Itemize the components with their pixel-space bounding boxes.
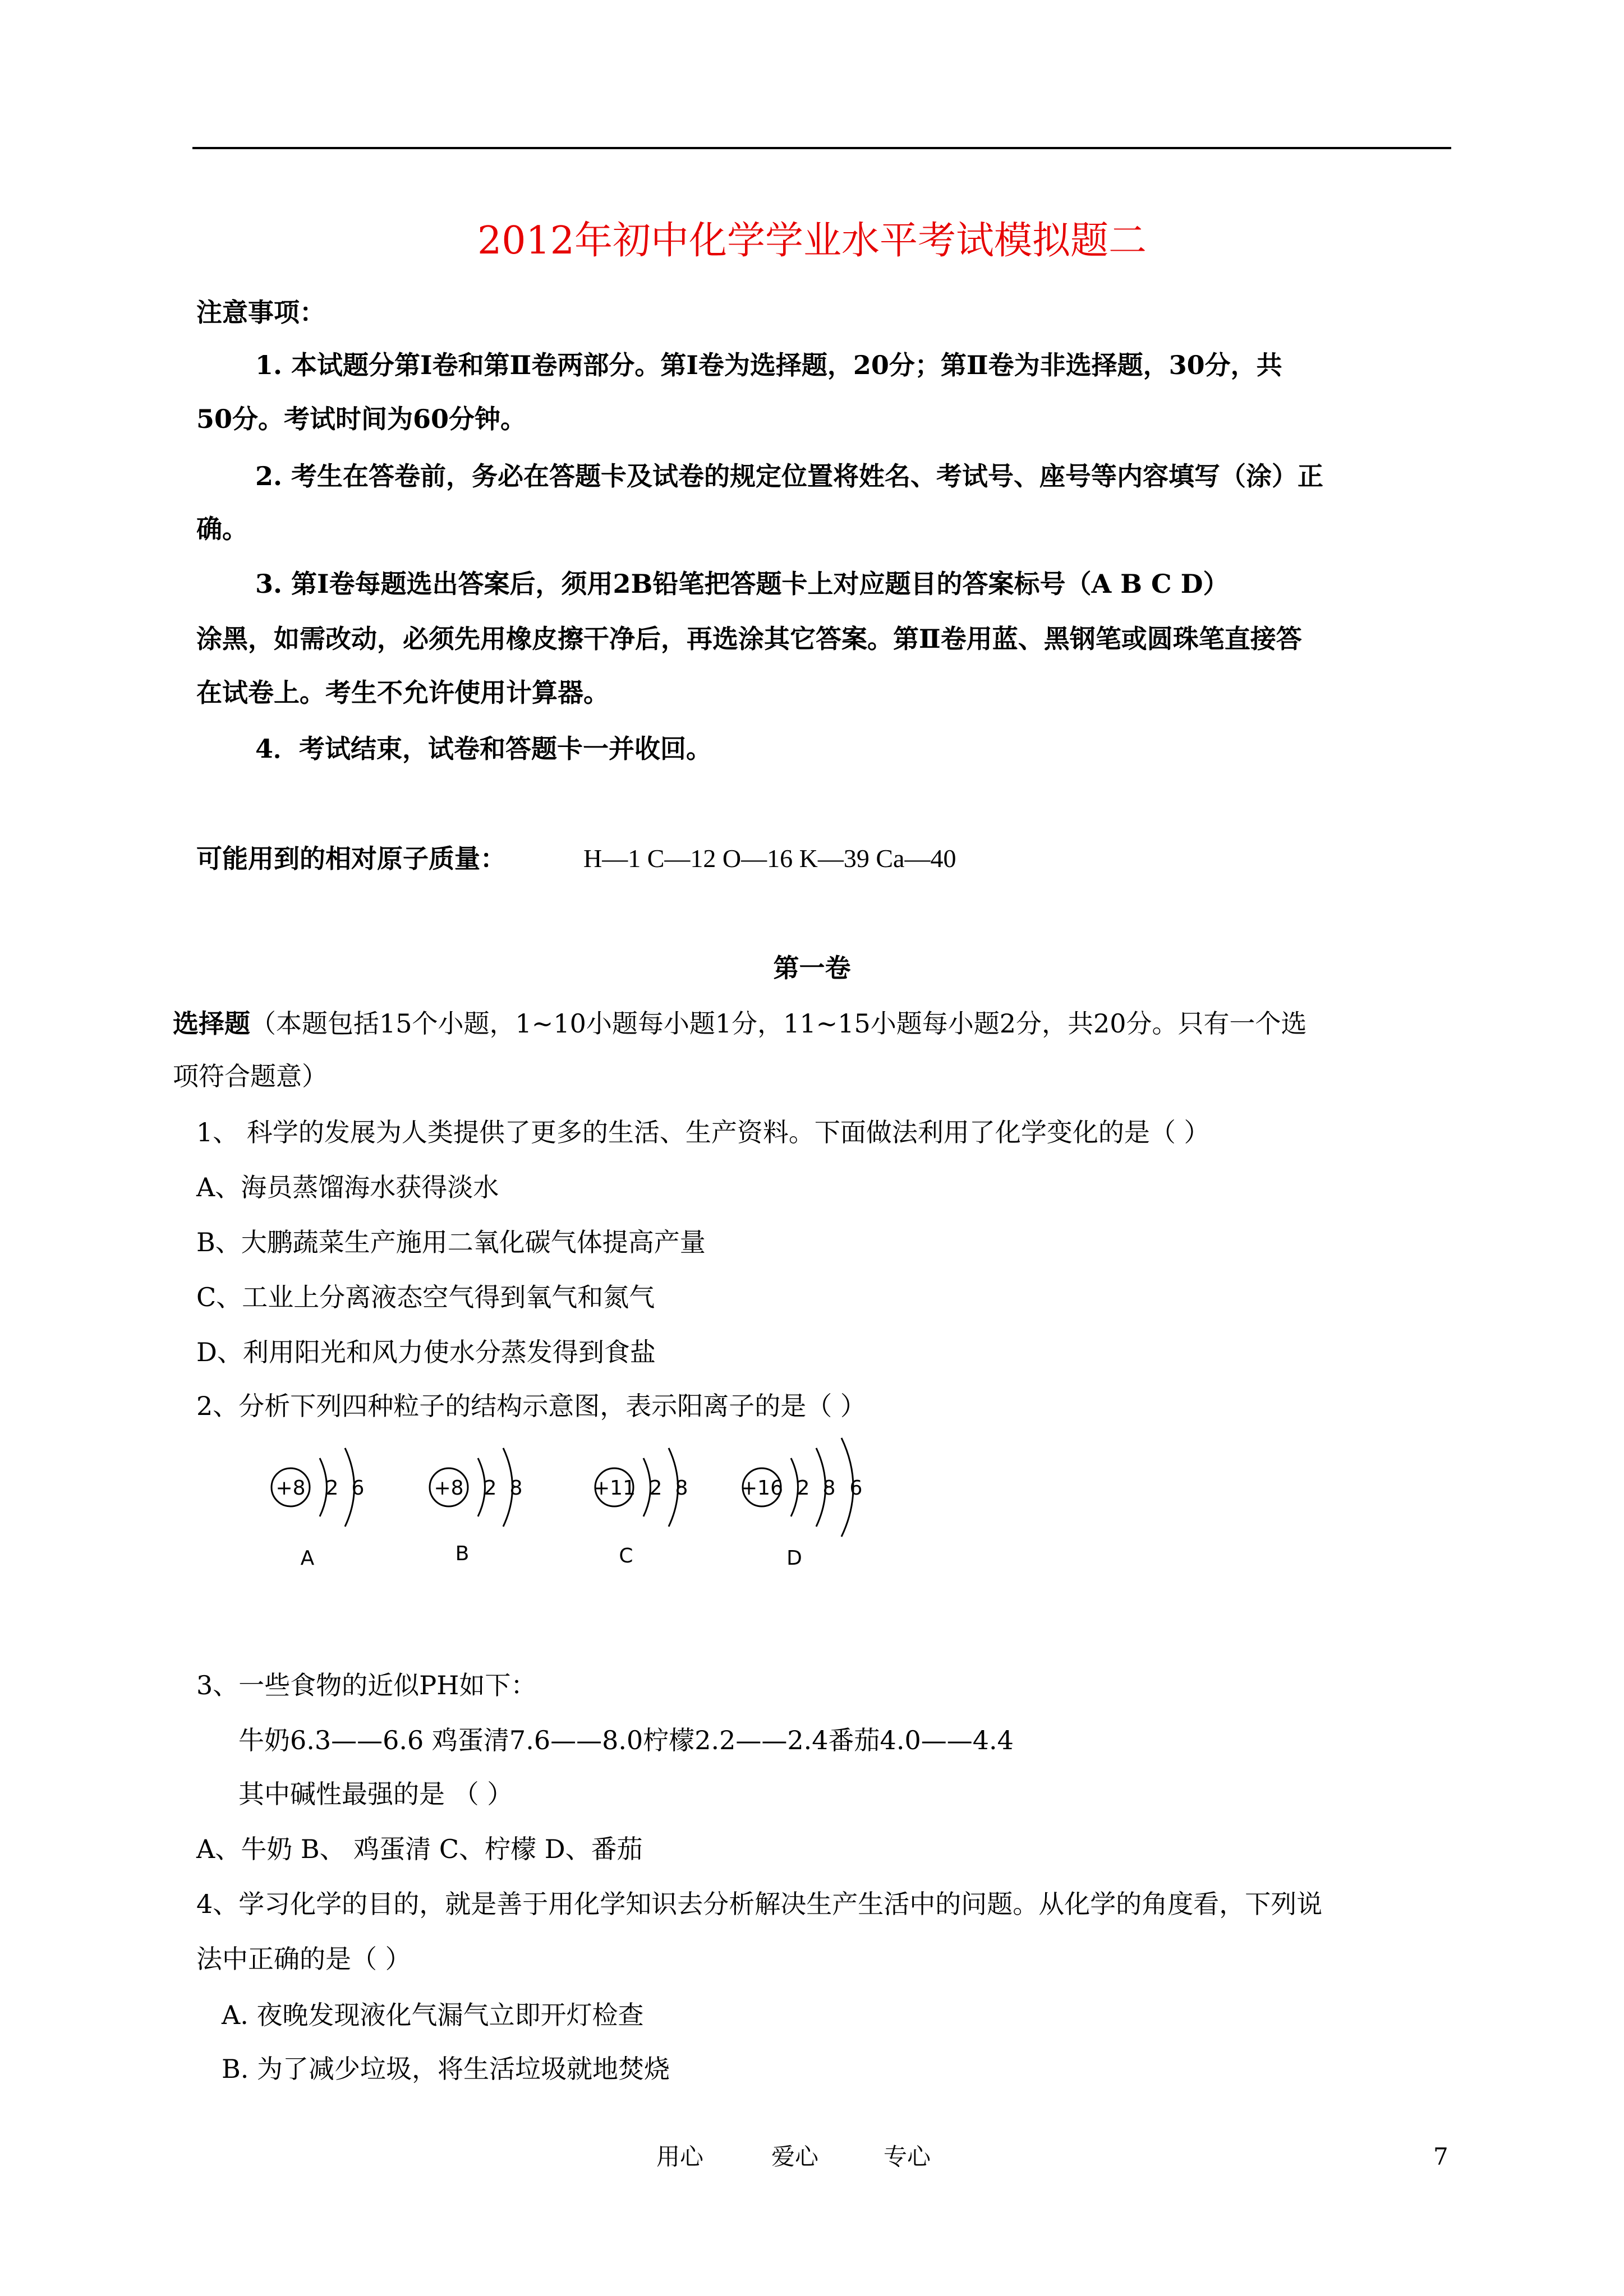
particle-c: [593, 1448, 688, 1567]
particle-d-nucleus: +16: [740, 1477, 783, 1500]
page-number: 7: [1433, 2143, 1448, 2170]
particle-a-label: A: [300, 1547, 315, 1570]
q4-option-a: A. 夜晚发现液化气漏气立即开灯检查: [222, 2000, 644, 2030]
notes-line: 1. 本试题分第Ⅰ卷和第Ⅱ卷两部分。第Ⅰ卷为选择题，20分；第Ⅱ卷为非选择题，30分，共: [255, 350, 1282, 380]
particle-b: [430, 1448, 522, 1565]
particle-a: [272, 1448, 364, 1570]
notes-line: 50分。考试时间为60分钟。: [196, 404, 527, 434]
q2-stem: 2、分析下列四种粒子的结构示意图，表示阳离子的是（ ）: [196, 1391, 866, 1421]
particle-a-shell-1: 2: [325, 1477, 339, 1500]
particle-d-shell-2: 8: [822, 1477, 836, 1500]
particle-c-nucleus: +11: [593, 1477, 636, 1500]
notes-line: 4．考试结束，试卷和答题卡一并收回。: [255, 734, 712, 764]
notes-line: 在试卷上。考生不允许使用计算器。: [196, 677, 609, 708]
particle-b-label: B: [455, 1542, 470, 1565]
particle-a-shell-2: 6: [351, 1477, 365, 1500]
q3-stem: 3、一些食物的近似PH如下：: [196, 1670, 537, 1700]
particle-c-shell-1: 2: [649, 1477, 663, 1500]
particle-c-label: C: [619, 1545, 633, 1567]
footer-item: 爱心: [771, 2143, 819, 2170]
particle-d-shell-3: 6: [849, 1477, 863, 1500]
q4-stem-line1: 4、学习化学的目的，就是善于用化学知识去分析解决生产生活中的问题。从化学的角度看，下列说: [196, 1889, 1323, 1919]
section-title: 第一卷: [773, 953, 851, 983]
q1-option-b: B、大鹏蔬菜生产施用二氧化碳气体提高产量: [196, 1227, 706, 1257]
q3-data: 牛奶6.3——6.6 鸡蛋清7.6——8.0柠檬2.2——2.4番茄4.0——4.4: [238, 1725, 1014, 1755]
atomic-structure-diagram: [264, 1436, 937, 1582]
particle-a-nucleus: +8: [275, 1477, 306, 1500]
q1-option-c: C、工业上分离液态空气得到氧气和氮气: [196, 1282, 655, 1312]
notes-line: 2. 考生在答卷前，务必在答题卡及试卷的规定位置将姓名、考试号、座号等内容填写（涂）正: [255, 461, 1324, 491]
section-intro: [173, 1008, 1307, 1039]
q3-question: 其中碱性最强的是 （ ）: [238, 1779, 513, 1809]
q1-stem: 1、 科学的发展为人类提供了更多的生活、生产资料。下面做法利用了化学变化的是（ ）: [196, 1117, 1210, 1147]
particle-c-shell-2: 8: [675, 1477, 688, 1500]
notes-heading: 注意事项：: [196, 297, 325, 328]
particle-d-shell-1: 2: [797, 1477, 810, 1500]
particle-d: [740, 1438, 862, 1570]
footer-item: 用心: [656, 2143, 704, 2170]
q1-option-d: D、利用阳光和风力使水分蒸发得到食盐: [196, 1337, 656, 1367]
particle-b-nucleus: +8: [434, 1477, 464, 1500]
notes-line: 涂黑，如需改动，必须先用橡皮擦干净后，再选涂其它答案。第Ⅱ卷用蓝、黑钢笔或圆珠笔直接答: [196, 624, 1302, 654]
atomic-mass-values: H—1 C—12 O—16 K—39 Ca—40: [583, 844, 956, 873]
q4-option-b: B. 为了减少垃圾，将生活垃圾就地焚烧: [222, 2054, 670, 2084]
q4-stem-line2: 法中正确的是（ ）: [196, 1944, 411, 1974]
section-intro-bold: 选择题: [173, 1008, 250, 1039]
q1-option-a: A、海员蒸馏海水获得淡水: [196, 1172, 499, 1202]
document-title: 2012年初中化学学业水平考试模拟题二: [477, 219, 1147, 263]
section-intro-line2: 项符合题意）: [173, 1061, 328, 1091]
particle-b-shell-1: 2: [484, 1477, 497, 1500]
section-intro-rest: （本题包括15个小题，1~10小题每小题1分，11~15小题每小题2分，共20分。只有一个选: [250, 1008, 1307, 1039]
footer-item: 专心: [884, 2143, 931, 2170]
notes-line: 3. 第Ⅰ卷每题选出答案后，须用2B铅笔把答题卡上对应题目的答案标号（A B C D）: [255, 569, 1229, 599]
notes-line: 确。: [196, 514, 248, 544]
particle-d-label: D: [786, 1547, 802, 1570]
particle-b-shell-2: 8: [509, 1477, 523, 1500]
atomic-mass-label: 可能用到的相对原子质量：: [196, 843, 506, 874]
q3-options: A、牛奶 B、 鸡蛋清 C、柠檬 D、番茄: [196, 1834, 643, 1864]
header-rule: [192, 147, 1451, 149]
